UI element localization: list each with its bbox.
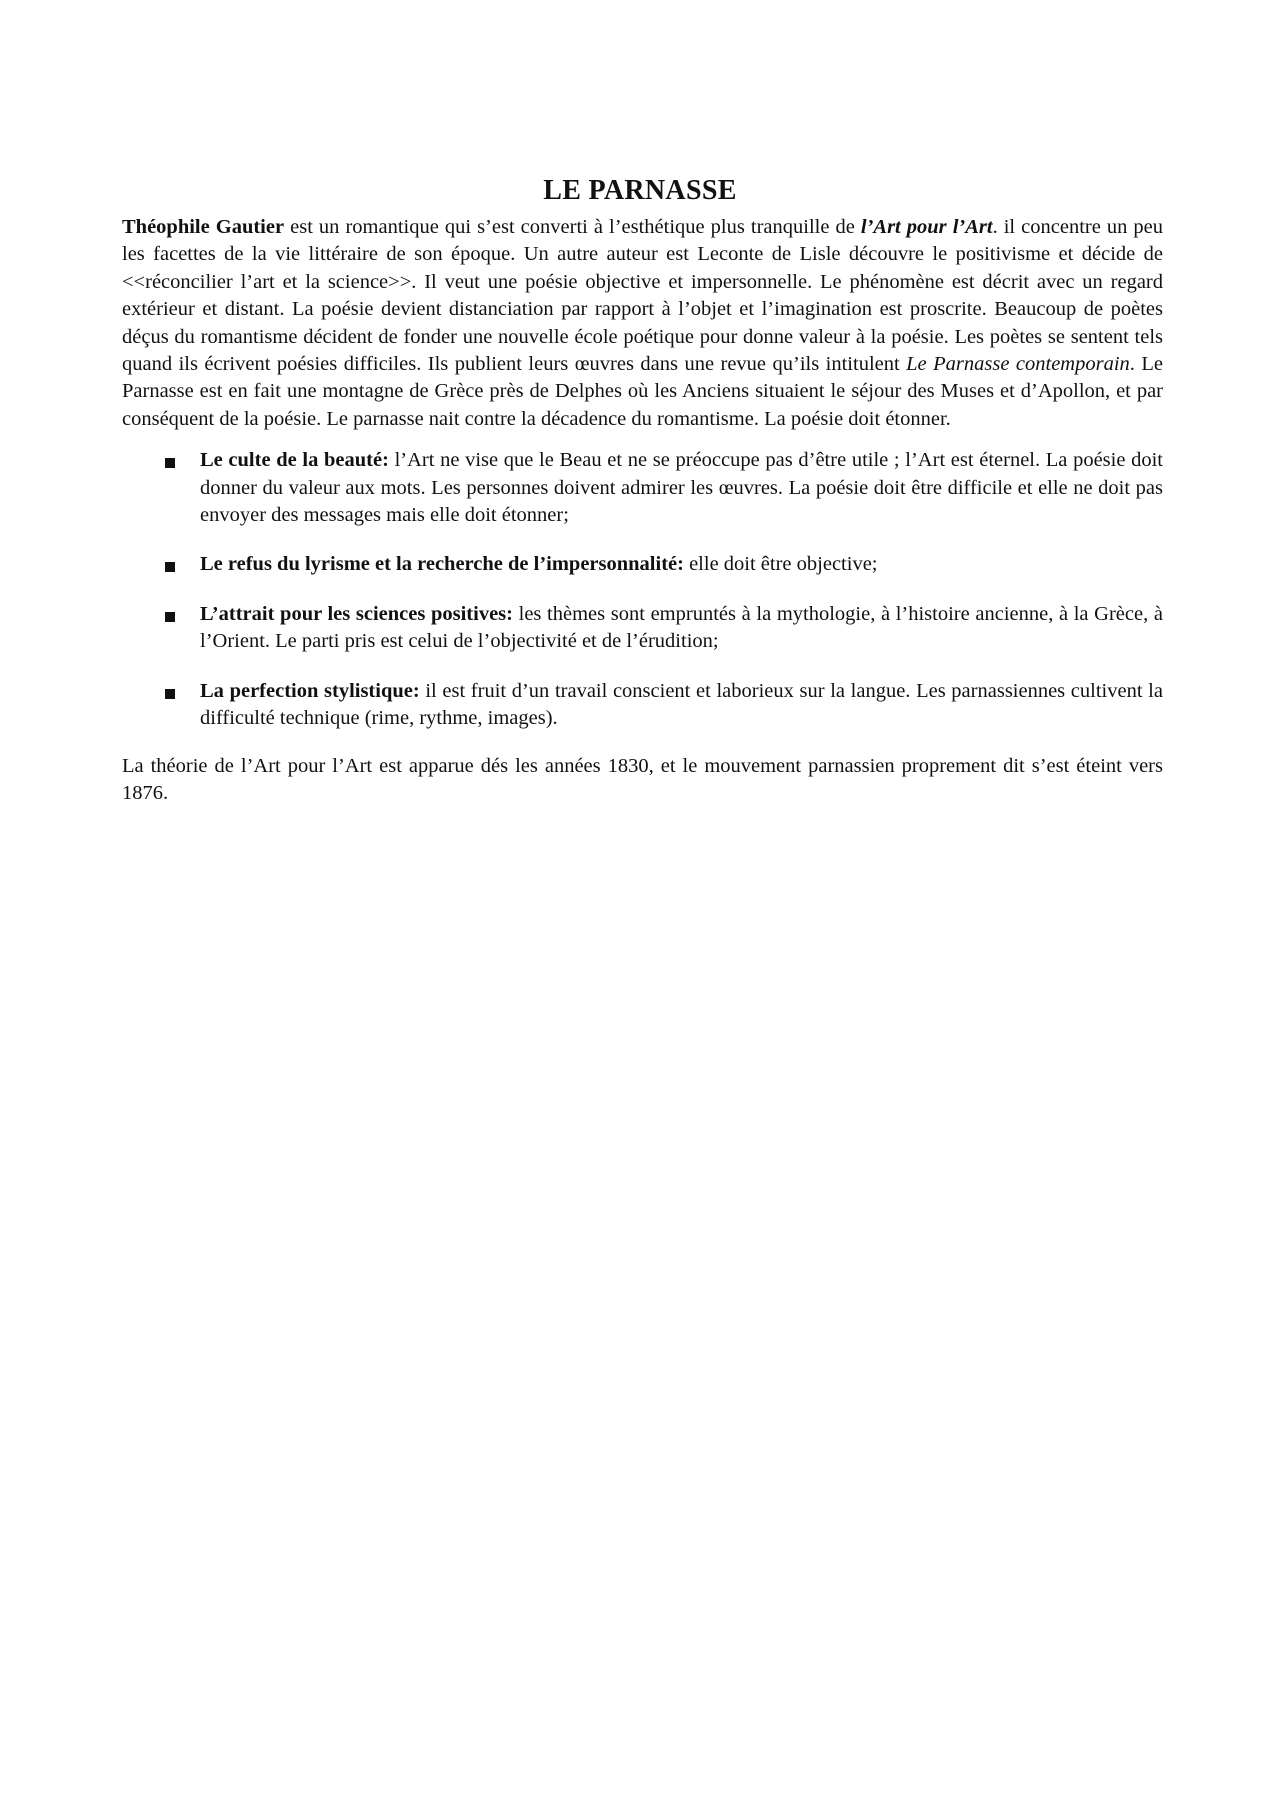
characteristics-list: [122, 447, 1163, 732]
list-item-text: elle doit être objective;: [683, 553, 878, 576]
intro-text-3: . Le Parnasse est en fait une montagne de Grèce près de Delphes où les Anciens situaient le séjour des Muses et d’Apollon, et par conséquent de la poésie. Le parnasse nait contre la décadence du romantisme. La poésie doit étonner.: [122, 353, 1163, 430]
square-bullet-icon: [165, 458, 175, 468]
list-item-text: les thèmes sont empruntés à la mythologie, à l’histoire ancienne, à la Grèce, à l’Orient. Le parti pris est celui de l’objectivité et de l’érudition;: [200, 602, 1163, 653]
document-body: [122, 214, 1163, 807]
closing-paragraph: La théorie de l’Art pour l’Art est apparue dés les années 1830, et le mouvement parnassien proprement dit s’est éteint vers 1876.: [122, 754, 1163, 804]
revue-title: Le Parnasse contemporain: [906, 353, 1130, 376]
list-item-heading: L’attrait pour les sciences positives:: [200, 602, 513, 625]
list-item-text: il est fruit d’un travail conscient et laborieux sur la langue. Les parnassiennes cultivent la difficulté technique (rime, rythme, images).: [200, 679, 1163, 730]
square-bullet-icon: [165, 562, 175, 572]
square-bullet-icon: [165, 612, 175, 622]
page-title: LE PARNASSE: [543, 174, 737, 206]
intro-paragraph: [122, 214, 1163, 433]
list-item-beauty: [200, 447, 1163, 529]
list-item-stylistic: [200, 678, 1163, 733]
list-item-sciences: [200, 601, 1163, 656]
list-item-impersonality: [200, 551, 1163, 578]
art-pour-art-term: l’Art pour l’Art: [860, 216, 993, 238]
intro-text-1: est un romantique qui s’est converti à l’esthétique plus tranquille de: [284, 216, 861, 238]
author-name: Théophile Gautier: [122, 216, 285, 238]
list-item-text: l’Art ne vise que le Beau et ne se préoccupe pas d’être utile ; l’Art est éternel. La poésie doit donner du valeur aux mots. Les personnes doivent admirer les œuvres. La poésie doit être difficile et elle ne doit pas envoyer des messages mais elle doit étonner;: [200, 449, 1163, 527]
intro-text-2: . il concentre un peu les facettes de la vie littéraire de son époque. Un autre auteur est Leconte de Lisle découvre le positivisme et décide de <<réconcilier l’art et la science>>. Il veut une poésie objective et impersonnelle. Le phénomène est décrit avec un regard extérieur et distant. La poésie devient distanciation par rapport à l’objet et l’imagination est proscrite. Beaucoup de poètes déçus du romantisme décident de fonder une nouvelle école poétique pour donne valeur à la poésie. Les poètes se sentent tels quand ils écrivent poésies difficiles. Ils publient leurs œuvres dans une revue qu’ils intitulent: [122, 216, 1163, 376]
list-item-heading: Le culte de la beauté:: [200, 449, 389, 472]
list-item-heading: La perfection stylistique:: [200, 679, 420, 702]
list-item-heading: Le refus du lyrisme et la recherche de l’impersonnalité:: [200, 553, 684, 576]
square-bullet-icon: [165, 689, 175, 699]
